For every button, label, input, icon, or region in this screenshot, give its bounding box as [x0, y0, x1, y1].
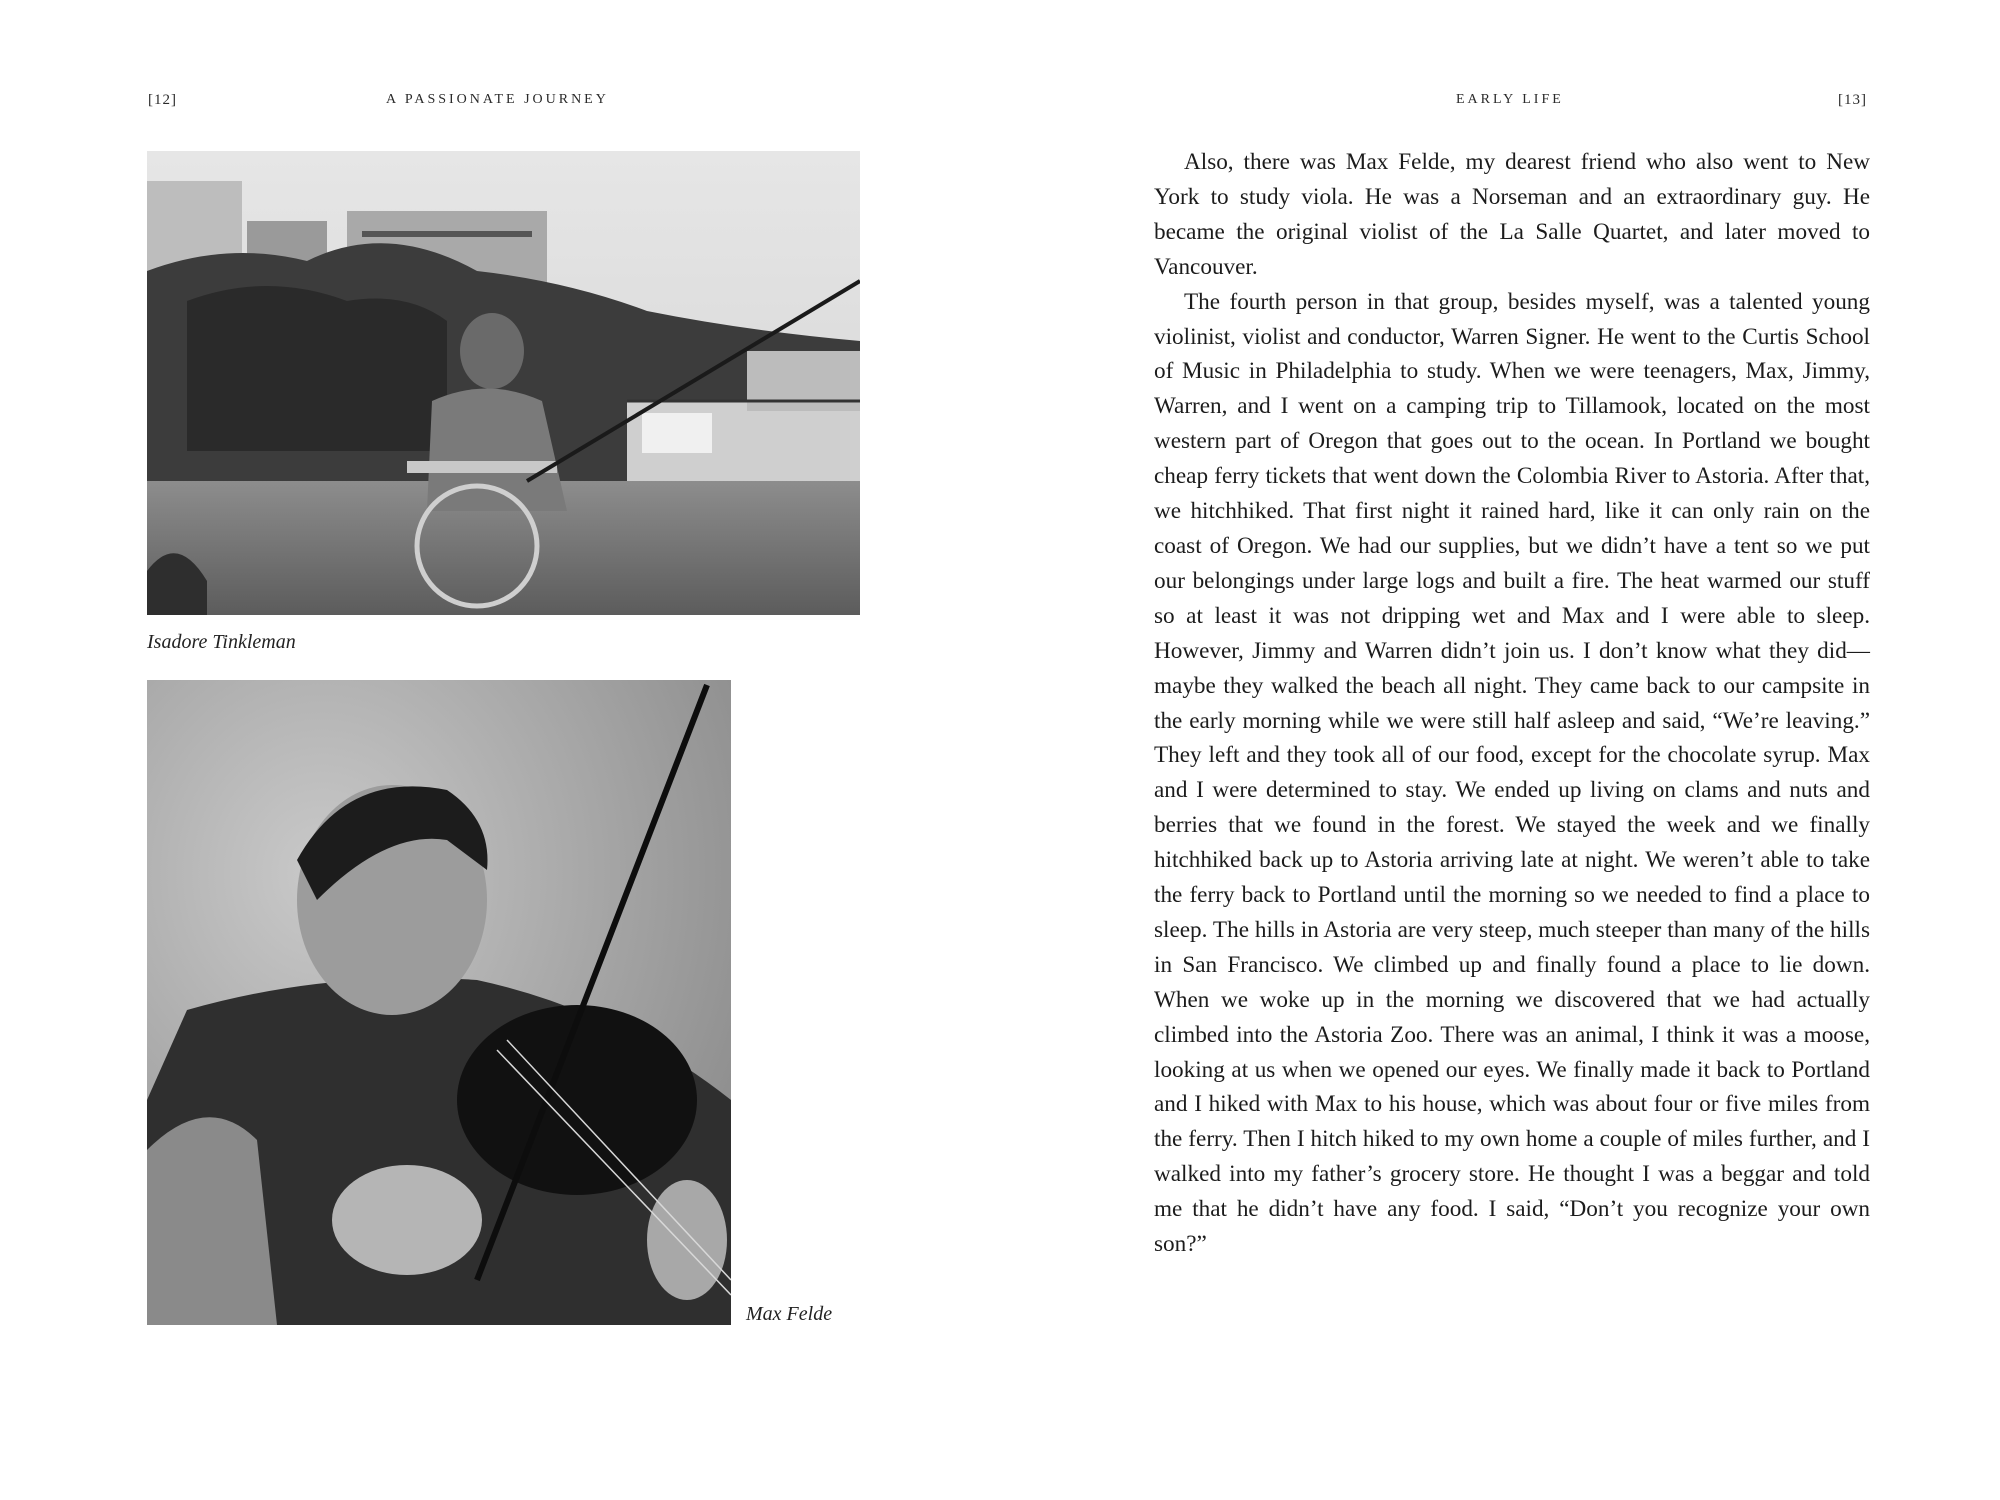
photo-fisherman-wheelchair [147, 151, 860, 615]
photo-violinist [147, 680, 731, 1325]
page-number-right: [13] [1838, 92, 1867, 108]
running-head-left: A PASSIONATE JOURNEY [386, 92, 609, 107]
body-text [1154, 145, 1870, 1262]
photo-caption-isadore: Isadore Tinkleman [147, 631, 296, 653]
paragraph: Also, there was Max Felde, my dearest friend who also went to New York to study viola. He was a Norseman and an extraordinary guy. He became the original violist of the La Salle Quartet, and later moved to Vancouver. [1154, 149, 1870, 280]
paragraph: The fourth person in that group, besides myself, was a talented young violinist, violist and conductor, Warren Signer. He went to the Curtis School of Music in Philadelphia to study. When we were teenagers, Max, Jimmy, Warren, and I went on a camping trip to Tillamook, located on the most western part of Oregon that goes out to the ocean. In Portland we bought cheap ferry tickets that went down the Colombia River to Astoria. After that, we hitchhiked. That first night it rained hard, like it can only rain on the coast of Oregon. We had our supplies, but we didn’t have a tent so we put our belongings under large logs and built a fire. The heat warmed our stuff so at least it was not dripping wet and Max and I were able to sleep. However, Jimmy and Warren didn’t join us. I don’t know what they did—maybe they walked the beach all night. They came back to our campsite in the early morning while we were still half asleep and said, “We’re leaving.” They left and they took all of our food, except for the chocolate syrup. Max and I were determined to stay. We ended up living on clams and nuts and berries that we found in the forest. We stayed the week and we finally hitchhiked back up to Astoria arriving late at night. We weren’t able to take the ferry back to Portland until the morning so we needed to find a place to sleep. The hills in Astoria are very steep, much steeper than many of the hills in San Francisco. We climbed up and finally found a place to lie down. When we woke up in the morning we discovered that we had actually climbed into the Astoria Zoo. There was an animal, I think it was a moose, looking at us when we opened our eyes. We finally made it back to Portland and I hiked with Max to his house, which was about four or five miles from the ferry. Then I hitch hiked to my own home a couple of miles further, and I walked into my father’s grocery store. He thought I was a beggar and told me that he didn’t have any food. I said, “Don’t you recognize your own son?” [1154, 288, 1870, 1258]
photo-caption-max: Max Felde [746, 1303, 833, 1325]
page-number-left: [12] [148, 92, 177, 108]
running-head-right: EARLY LIFE [1456, 92, 1564, 107]
